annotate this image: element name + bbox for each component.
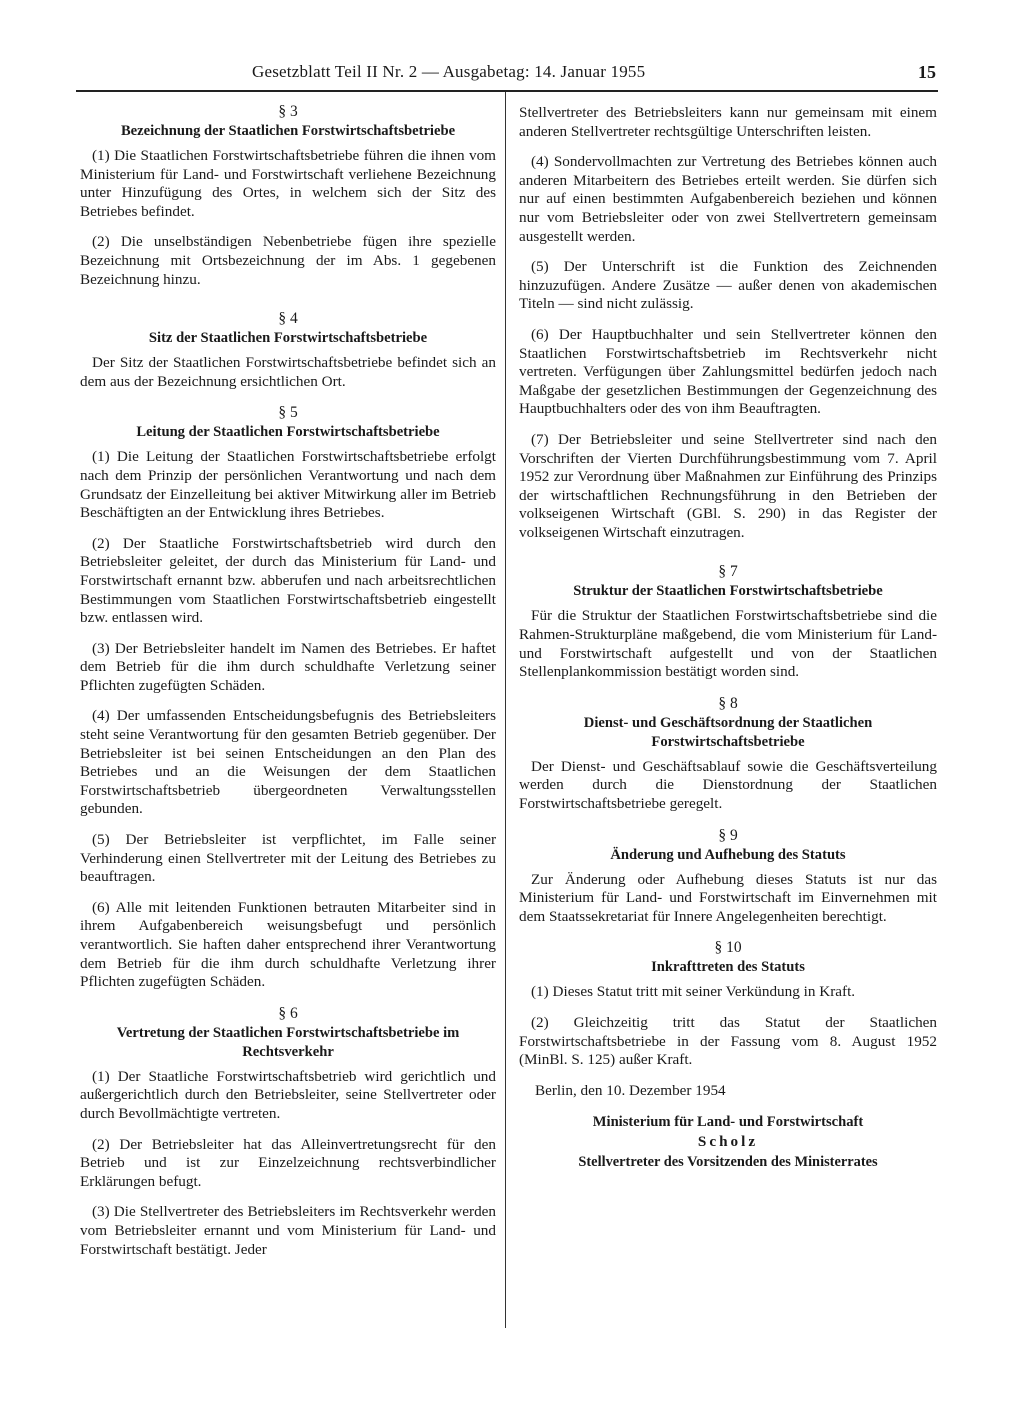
paragraph: (3) Der Betriebsleiter handelt im Namen des Betriebes. Er haftet dem Betrieb für die ihm durch schuldhafte Verletzung seiner Pflichten zugefügten Schäden. bbox=[80, 639, 496, 694]
paragraph: (6) Alle mit leitenden Funktionen betrauten Mitarbeiter sind in ihrem Aufgabenbereich weisungsbefugt und persönlich verantwortlich. Sie haften daher entsprechend ihrer Verantwortung dem Betrieb für die ihm durch schuldhafte Verletzung ihrer Pflichten zugefügten Schäden. bbox=[80, 898, 496, 991]
section-heading: Inkrafttreten des Statuts bbox=[651, 959, 805, 976]
section-heading: Bezeichnung der Staatlichen Forstwirtschaftsbetriebe bbox=[120, 123, 456, 139]
signature-ministry: Ministerium für Land- und Forstwirtschaft bbox=[592, 1114, 864, 1131]
paragraph: (1) Der Staatliche Forstwirtschaftsbetrieb wird gerichtlich und außergerichtlich durch den Betriebsleiter, seine Stellvertreter oder durch Bevollmächtigte vertreten. bbox=[80, 1067, 496, 1122]
paragraph: (3) Die Stellvertreter des Betriebsleiters im Rechtsverkehr werden vom Betriebsleiter ernannt und vom Ministerium für Land- und Forstwirtschaft bestätigt. Jeder bbox=[80, 1203, 496, 1258]
paragraph: (4) Sondervollmachten zur Vertretung des Betriebes können auch anderen Mitarbeitern des Betriebes erteilt werden. Sie dürfen sich nur auf einen bestimmten Aufgabenbereich beziehen und können nur vom Betriebsleiter oder von zwei Stellvertretern gemeinsam ausgestellt werden. bbox=[519, 153, 937, 245]
paragraph: (5) Der Unterschrift ist die Funktion des Zeichnenden hinzuzufügen. Andere Zusätze — außer denen von akademischen Titeln — sind nicht zulässig. bbox=[519, 258, 937, 313]
section-heading: Dienst- und Geschäftsordnung der Staatlichen Forstwirtschaftsbetriebe bbox=[583, 714, 873, 750]
place-and-date: Berlin, den 10. Dezember 1954 bbox=[535, 1081, 726, 1099]
paragraph: Der Dienst- und Geschäftsablauf sowie die Geschäftsverteilung werden durch die Dienstordnung der Staatlichen Forstwirtschaftsbetriebe geregelt. bbox=[519, 757, 937, 813]
paragraph: (7) Der Betriebsleiter und seine Stellvertreter sind nach den Vorschriften der Vierten Durchführungsbestimmung vom 7. April 1952 zur Verordnung über Maßnahmen zur Einführung des Prinzips der wirtschaftlichen Rechnungsführung in den Betrieben der volkseigenen Wirtschaft (GBl. S. 290) in das Register der volkseigenen Wirtschaft einzutragen. bbox=[519, 430, 937, 541]
section-number: § 8 bbox=[718, 694, 738, 712]
paragraph: (5) Der Betriebsleiter ist verpflichtet, im Falle seiner Verhinderung einen Stellvertreter mit der Leitung des Betriebes zu beauftragen. bbox=[80, 831, 496, 886]
page-header bbox=[76, 62, 938, 92]
section-number: § 10 bbox=[714, 939, 742, 957]
signature-name: Scholz bbox=[697, 1133, 759, 1151]
paragraph: (2) Der Staatliche Forstwirtschaftsbetrieb wird durch den Betriebsleiter geleitet, der durch das Ministerium für Land- und Forstwirtschaft ernannt bzw. abberufen und nach arbeitsrechtlichen Bestimmungen vom Staatlichen Forstwirtschaftsbetrieb eingestellt bzw. entlassen wird. bbox=[80, 534, 496, 627]
paragraph: (2) Der Betriebsleiter hat das Alleinvertretungsrecht für den Betrieb und ist zur Einzelzeichnung rechtsverbindlicher Erklärungen befugt. bbox=[80, 1135, 496, 1190]
section-heading: Änderung und Aufhebung des Statuts bbox=[610, 846, 846, 863]
paragraph-continuation: Stellvertreter des Betriebsleiters kann nur gemeinsam mit einem anderen Stellvertreter rechtsgültige Unterschriften leisten. bbox=[519, 104, 937, 140]
paragraph: (1) Dieses Statut tritt mit seiner Verkündung in Kraft. bbox=[531, 983, 856, 1001]
section-heading: Struktur der Staatlichen Forstwirtschaftsbetriebe bbox=[573, 583, 883, 600]
page-number: 15 bbox=[918, 62, 936, 82]
section-number: § 5 bbox=[278, 404, 298, 422]
section-heading: Sitz der Staatlichen Forstwirtschaftsbetriebe bbox=[148, 330, 428, 347]
section-number: § 3 bbox=[278, 103, 298, 120]
section-number: § 6 bbox=[278, 1004, 298, 1022]
section-number: § 7 bbox=[718, 563, 738, 581]
paragraph: Der Sitz der Staatlichen Forstwirtschaftsbetriebe befindet sich an dem aus der Bezeichnung ersichtlichen Ort. bbox=[80, 354, 496, 390]
paragraph: Für die Struktur der Staatlichen Forstwirtschaftsbetriebe sind die Rahmen-Strukturpläne maßgebend, die vom Ministerium für Land- und Forstwirtschaft aufgestellt und von der Staatlichen Stellenplankommission bestätigt worden sind. bbox=[519, 607, 937, 681]
header-title: Gesetzblatt Teil II Nr. 2 — Ausgabetag: 14. Januar 1955 bbox=[252, 62, 646, 81]
section-heading: Vertretung der Staatlichen Forstwirtschaftsbetriebe im Rechtsverkehr bbox=[116, 1024, 460, 1060]
paragraph: (2) Die unselbständigen Nebenbetriebe fügen ihre spezielle Bezeichnung mit Ortsbezeichnung der im Abs. 1 gegebenen Bezeichnung hinzu. bbox=[80, 233, 496, 288]
section-heading: Leitung der Staatlichen Forstwirtschaftsbetriebe bbox=[136, 424, 440, 441]
right-column bbox=[519, 104, 937, 1172]
column-divider bbox=[505, 92, 506, 1328]
signature-role: Stellvertreter des Vorsitzenden des Ministerrates bbox=[578, 1154, 878, 1171]
paragraph: (2) Gleichzeitig tritt das Statut der Staatlichen Forstwirtschaftsbetriebe in der Fassung vom 8. August 1952 (MinBl. S. 125) außer Kraft. bbox=[519, 1014, 937, 1069]
paragraph: (1) Die Staatlichen Forstwirtschaftsbetriebe führen die ihnen vom Ministerium für Land- und Forstwirtschaft verliehene Bezeichnung unter Hinzufügung des Ortes, in welchem sich der Sitz des Betriebes befindet. bbox=[80, 147, 496, 220]
paragraph: Zur Änderung oder Aufhebung dieses Statuts ist nur das Ministerium für Land- und Forstwirtschaft im Einvernehmen mit dem Staatssekretariat für Innere Angelegenheiten berechtigt. bbox=[519, 870, 937, 925]
section-number: § 9 bbox=[718, 826, 738, 844]
paragraph: (6) Der Hauptbuchhalter und sein Stellvertreter können den Staatlichen Forstwirtschaftsbetrieb im Rechtsverkehr nicht vertreten. Verfügungen über Zahlungsmittel bedürfen jedoch nach Maßgabe der gesetzlichen Bestimmungen der Gegenzeichnung des Hauptbuchhalters oder des von ihm Beauftragten. bbox=[519, 325, 937, 418]
paragraph: (4) Der umfassenden Entscheidungsbefugnis des Betriebsleiters steht seine Verantwortung für den gesamten Betrieb gegenüber. Der Betriebsleiter ist bei seinen Entscheidungen an den Plan des Betriebes und an die Weisungen der dem Staatlichen Forstwirtschaftsbetrieb übergeordneten Verwaltungsstellen gebunden. bbox=[80, 707, 496, 818]
paragraph: (1) Die Leitung der Staatlichen Forstwirtschaftsbetriebe erfolgt nach dem Prinzip der persönlichen Verantwortung und nach dem Grundsatz der Einzelleitung bei aktiver Mitwirkung aller im Betrieb Beschäftigten an der Entwicklung ihres Betriebes. bbox=[80, 448, 496, 522]
left-column bbox=[80, 102, 496, 1259]
section-number: § 4 bbox=[278, 310, 298, 328]
